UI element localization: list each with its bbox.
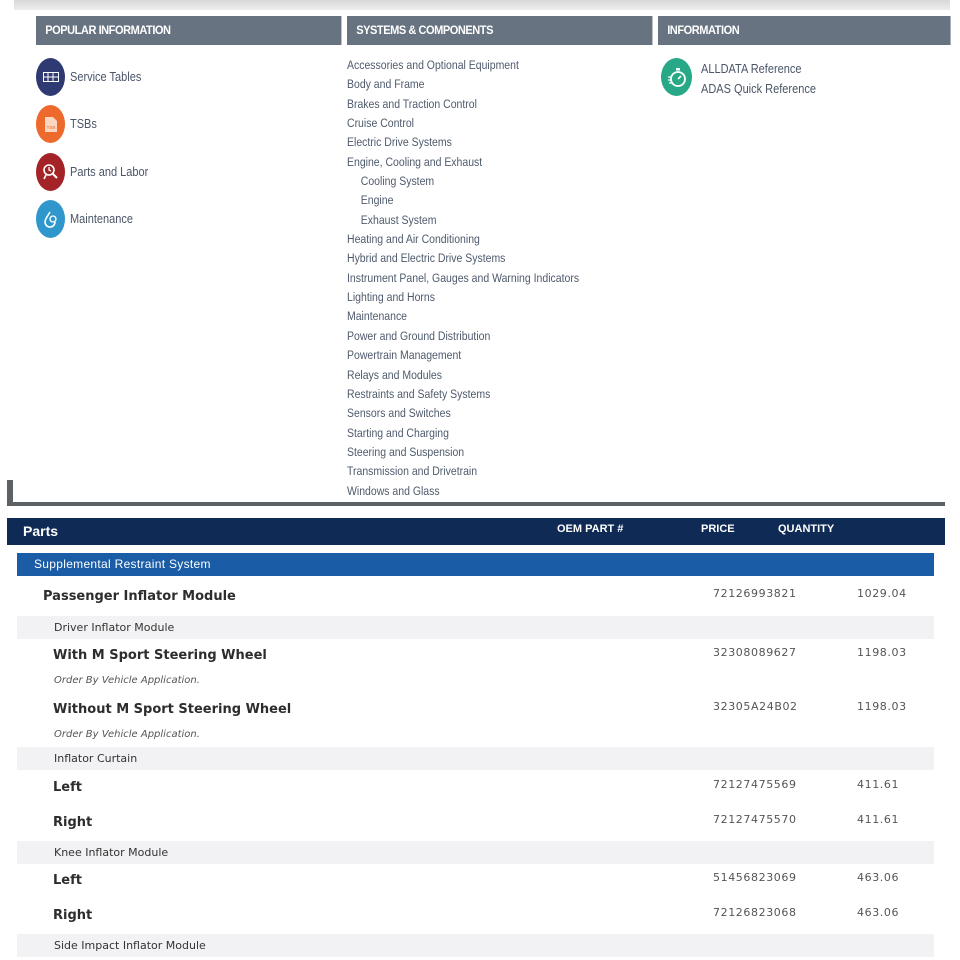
order-note: Order By Vehicle Application. [54, 675, 200, 686]
section-header-supplemental-restraint-system[interactable]: Supplemental Restraint System [17, 553, 934, 576]
part-name: Knee Inflator Module [54, 846, 169, 859]
system-link[interactable]: Relays and Modules [347, 367, 442, 382]
popular-item-label: Maintenance [70, 212, 133, 227]
systems-list [347, 56, 652, 501]
svg-text:TSB: TSB [46, 124, 55, 130]
information-links [701, 60, 832, 99]
system-link[interactable]: Electric Drive Systems [347, 135, 452, 150]
part-price: 1198.03 [857, 700, 907, 713]
system-link[interactable]: Starting and Charging [347, 425, 449, 440]
oem-part-number: 72127475569 [713, 778, 797, 791]
part-name: Passenger Inflator Module [43, 589, 236, 604]
part-name: With M Sport Steering Wheel [53, 648, 267, 663]
system-link[interactable]: Powertrain Management [347, 348, 462, 363]
system-link[interactable]: Windows and Glass [347, 483, 440, 498]
oem-part-number: 32308089627 [713, 646, 797, 659]
stopwatch-icon [661, 58, 692, 96]
system-link[interactable]: Cooling System [360, 174, 435, 189]
popular-item-label: TSBs [70, 117, 97, 132]
oem-part-number: 72126993821 [713, 587, 797, 600]
table-icon [36, 58, 65, 96]
system-link[interactable]: Sensors and Switches [347, 406, 451, 421]
part-name: Driver Inflator Module [54, 621, 175, 634]
system-link[interactable]: Body and Frame [347, 77, 425, 92]
system-link[interactable]: Heating and Air Conditioning [347, 232, 480, 247]
system-link[interactable]: Instrument Panel, Gauges and Warning Indicators [347, 270, 580, 285]
popular-item-service-tables[interactable] [36, 53, 341, 101]
top-scroll-shadow [14, 0, 950, 10]
popular-item-label: Parts and Labor [70, 164, 149, 179]
part-name: Side Impact Inflator Module [54, 939, 206, 952]
oem-part-number: 51456823069 [713, 871, 797, 884]
order-note: Order By Vehicle Application. [54, 729, 200, 740]
popular-item-tsbs[interactable] [36, 101, 341, 149]
systems-components-header: SYSTEMS & COMPONENTS [347, 16, 652, 45]
alldata-reference-link[interactable]: ALLDATA Reference [701, 62, 802, 76]
part-name: Left [53, 780, 82, 795]
part-price: 1029.04 [857, 587, 907, 600]
system-link[interactable]: Engine, Cooling and Exhaust [347, 154, 483, 169]
systems-components-panel [347, 16, 652, 501]
popular-information-header: POPULAR INFORMATION [36, 16, 341, 45]
oem-part-number: 72127475570 [713, 813, 797, 826]
part-price: 411.61 [857, 778, 900, 791]
system-link[interactable]: Brakes and Traction Control [347, 96, 477, 111]
parts-title: Parts [23, 523, 59, 539]
oem-part-number: 32305A24B02 [713, 700, 798, 713]
popular-list [36, 53, 341, 243]
oem-part-number: 72126823068 [713, 906, 797, 919]
information-header: INFORMATION [658, 16, 951, 45]
part-price: 463.06 [857, 906, 900, 919]
part-name: Right [53, 908, 93, 923]
system-link[interactable]: Exhaust System [360, 212, 437, 227]
column-header-quantity: QUANTITY [778, 523, 835, 535]
system-link[interactable]: Restraints and Safety Systems [347, 386, 491, 401]
adas-quick-reference-link[interactable]: ADAS Quick Reference [701, 81, 816, 96]
information-panel [658, 16, 951, 99]
popular-item-maintenance[interactable] [36, 196, 341, 244]
panel-frame-bottom [7, 502, 945, 506]
system-link[interactable]: Transmission and Drivetrain [347, 464, 478, 479]
part-name: Left [53, 873, 82, 888]
system-link[interactable]: Accessories and Optional Equipment [347, 58, 519, 72]
popular-information-panel [36, 16, 341, 243]
column-header-oem-part: OEM PART # [557, 523, 624, 535]
system-link[interactable]: Power and Ground Distribution [347, 328, 491, 343]
system-link[interactable]: Lighting and Horns [347, 290, 435, 305]
popular-item-label: Service Tables [70, 69, 142, 84]
wrench-clock-icon [36, 153, 65, 191]
system-link[interactable]: Engine [360, 193, 394, 208]
document-icon [36, 105, 65, 143]
system-link[interactable]: Hybrid and Electric Drive Systems [347, 251, 506, 266]
oil-drop-icon [36, 200, 65, 238]
part-price: 463.06 [857, 871, 900, 884]
information-row [661, 58, 951, 99]
part-group-row [17, 934, 934, 957]
system-link[interactable]: Steering and Suspension [347, 444, 465, 459]
part-group-row [17, 747, 934, 770]
system-link[interactable]: Maintenance [347, 309, 408, 324]
parts-header-bar [7, 518, 945, 545]
popular-item-parts-and-labor[interactable] [36, 148, 341, 196]
column-header-price: PRICE [701, 523, 735, 535]
part-name: Without M Sport Steering Wheel [53, 702, 292, 717]
system-link[interactable]: Cruise Control [347, 116, 414, 131]
part-price: 411.61 [857, 813, 900, 826]
part-group-row [17, 616, 934, 639]
part-name: Inflator Curtain [54, 752, 138, 765]
part-price: 1198.03 [857, 646, 907, 659]
part-name: Right [53, 815, 93, 830]
part-group-row [17, 841, 934, 864]
